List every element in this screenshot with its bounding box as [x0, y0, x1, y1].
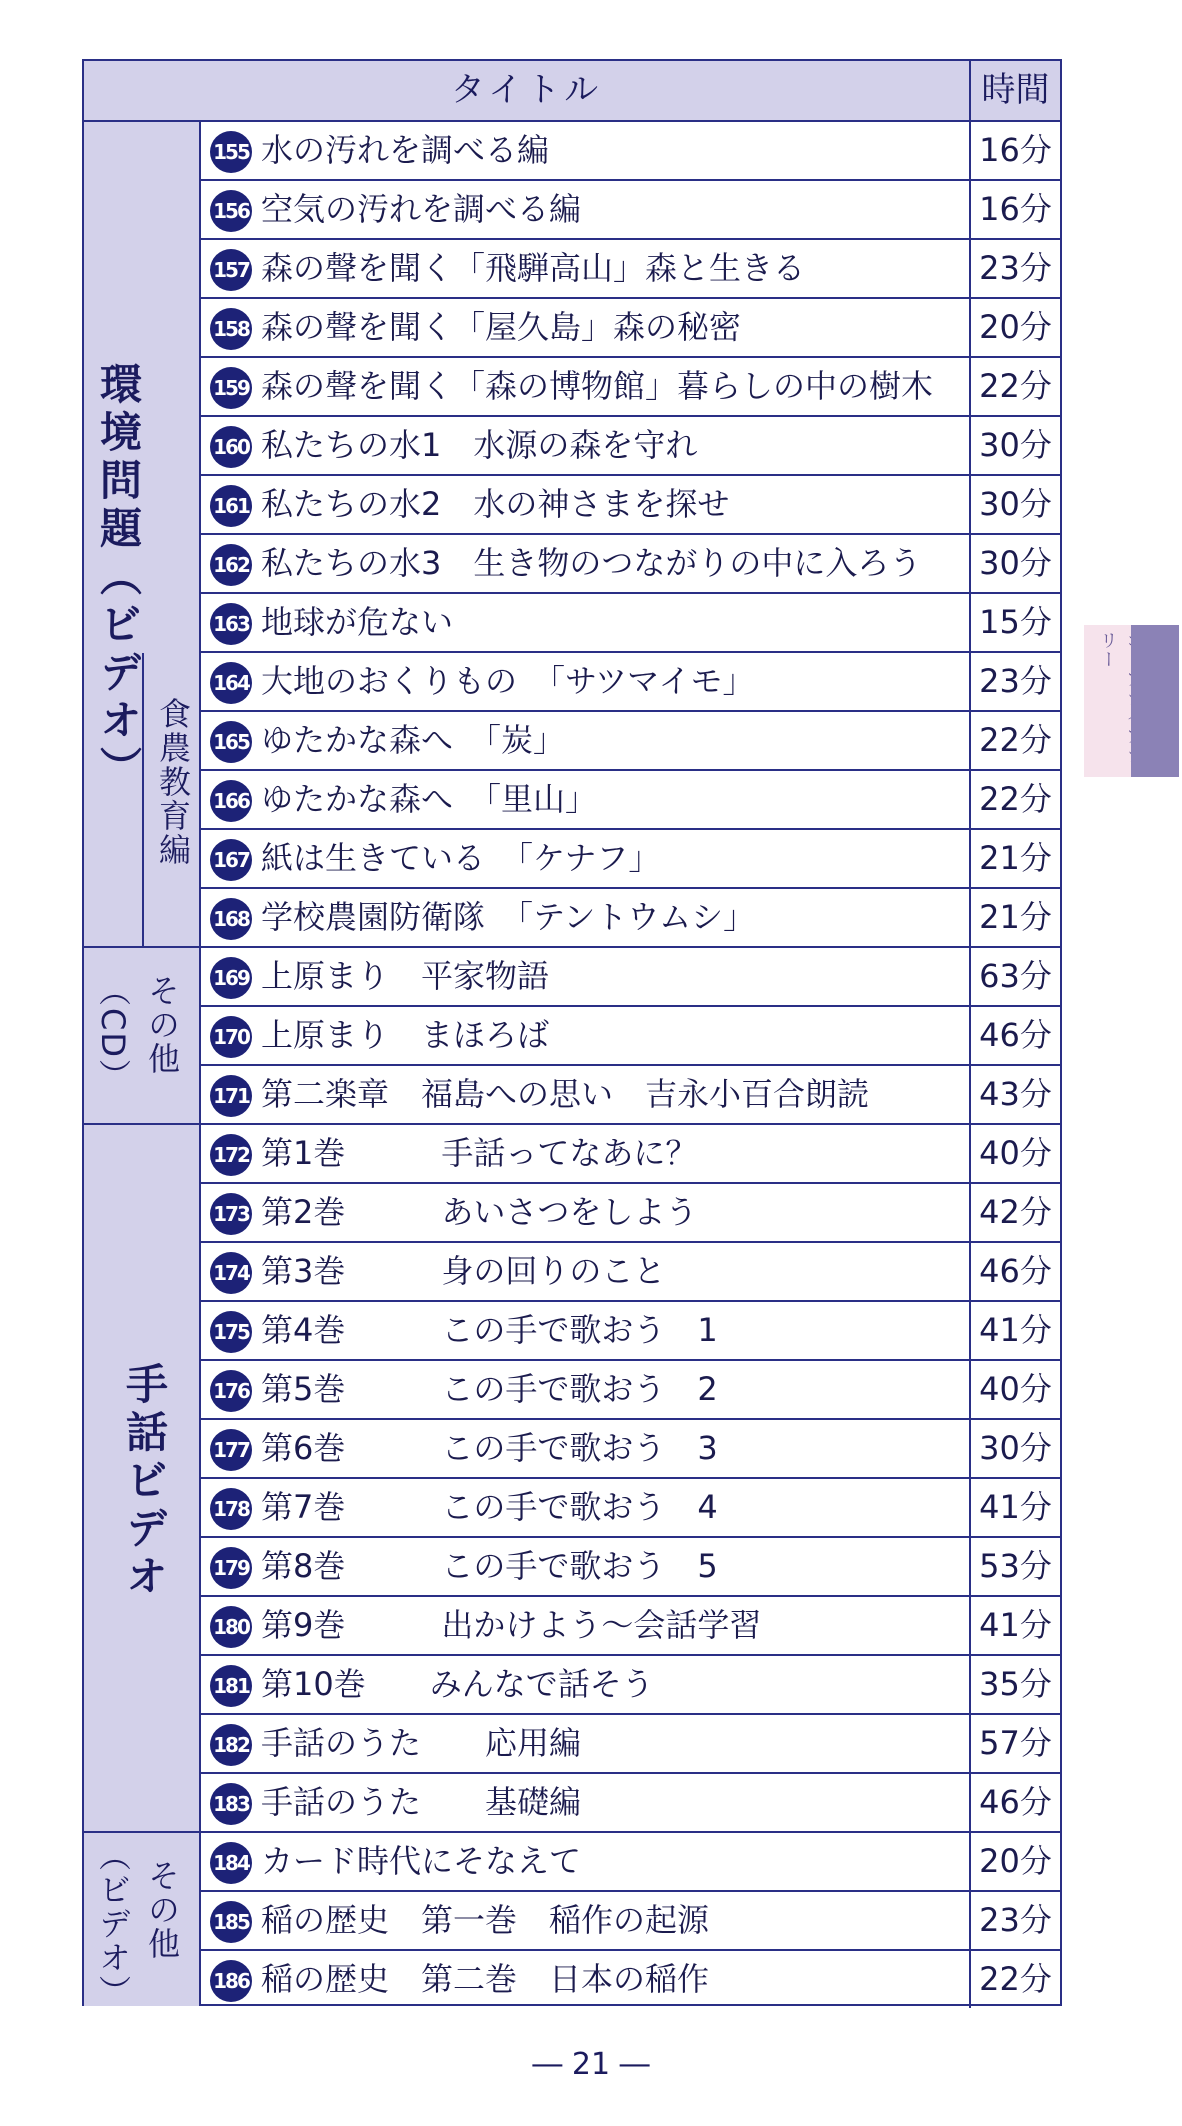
item-number-badge: 183 [210, 1783, 252, 1825]
table-row [201, 1774, 1060, 1833]
item-duration: 22分 [969, 771, 1060, 828]
item-duration: 40分 [969, 1361, 1060, 1418]
table-row [201, 830, 1060, 889]
item-number-badge: 163 [210, 603, 252, 645]
table-row [201, 1597, 1060, 1656]
item-title: 私たちの水1 水源の森を守れ [261, 426, 698, 464]
table-row [201, 181, 1060, 240]
item-number-badge: 172 [210, 1134, 252, 1176]
item-duration: 23分 [969, 240, 1060, 297]
table-row [201, 1125, 1060, 1184]
side-tab-label-box [1084, 625, 1131, 777]
category-label: 環境問題（ビデオ） [94, 362, 143, 794]
table-row [201, 948, 1060, 1007]
table-row [201, 1007, 1060, 1066]
table-row [201, 712, 1060, 771]
item-title: 稲の歴史 第一巻 稲作の起源 [261, 1901, 710, 1939]
item-duration: 23分 [969, 653, 1060, 710]
item-number-badge: 173 [210, 1193, 252, 1235]
category-environment [84, 122, 201, 948]
item-duration: 41分 [969, 1302, 1060, 1359]
item-duration: 30分 [969, 535, 1060, 592]
table-row [201, 417, 1060, 476]
item-duration: 22分 [969, 712, 1060, 769]
table-row [201, 1302, 1060, 1361]
item-duration: 41分 [969, 1479, 1060, 1536]
item-number-badge: 156 [210, 190, 252, 232]
item-duration: 22分 [969, 1951, 1060, 2008]
item-duration: 35分 [969, 1656, 1060, 1713]
item-number-badge: 171 [210, 1075, 252, 1117]
item-title: ゆたかな森へ 「炭」 [261, 721, 566, 759]
side-tab-label: リー [1097, 631, 1118, 669]
item-title: 私たちの水2 水の神さまを探せ [261, 485, 730, 523]
item-duration: 53分 [969, 1538, 1060, 1595]
item-number-badge: 155 [210, 131, 252, 173]
page-number: ― 21 ― [532, 2047, 650, 2082]
item-number-badge: 186 [210, 1960, 252, 2002]
subcategory-label: 食農教育編 [154, 697, 192, 867]
table-row [201, 1538, 1060, 1597]
item-title: 稲の歴史 第二巻 日本の稲作 [261, 1960, 710, 1998]
item-title: 第8巻 この手で歌おう 5 [261, 1547, 718, 1585]
item-title: 第1巻 手話ってなあに？ [261, 1134, 698, 1172]
item-number-badge: 184 [210, 1842, 252, 1884]
item-duration: 22分 [969, 358, 1060, 415]
item-duration: 42分 [969, 1184, 1060, 1241]
category-label: 手話ビデオ [120, 1362, 169, 1602]
item-duration: 63分 [969, 948, 1060, 1005]
header-title: タイトル [450, 70, 603, 110]
item-number-badge: 180 [210, 1606, 252, 1648]
item-duration: 21分 [969, 889, 1060, 946]
table-row [201, 476, 1060, 535]
item-title: 第9巻 出かけよう～会話学習 [261, 1606, 762, 1644]
item-duration: 57分 [969, 1715, 1060, 1772]
item-number-badge: 157 [210, 249, 252, 291]
item-title: 私たちの水3 生き物のつながりの中に入ろう [261, 544, 922, 582]
item-number-badge: 169 [210, 957, 252, 999]
item-title: ゆたかな森へ 「里山」 [261, 780, 598, 818]
item-duration: 46分 [969, 1243, 1060, 1300]
subcategory-shokuno [142, 653, 192, 948]
item-number-badge: 178 [210, 1488, 252, 1530]
item-number-badge: 175 [210, 1311, 252, 1353]
category-other-cd [84, 948, 201, 1125]
item-title: 第10巻 みんなで話そう [261, 1665, 654, 1703]
item-duration: 15分 [969, 594, 1060, 651]
item-duration: 41分 [969, 1597, 1060, 1654]
item-duration: 16分 [969, 122, 1060, 179]
item-number-badge: 174 [210, 1252, 252, 1294]
item-duration: 20分 [969, 299, 1060, 356]
table-row [201, 1656, 1060, 1715]
item-title: 水の汚れを調べる編 [261, 131, 550, 169]
table-row [201, 299, 1060, 358]
table-row [201, 1066, 1060, 1125]
item-number-badge: 182 [210, 1724, 252, 1766]
item-duration: 46分 [969, 1007, 1060, 1064]
item-title: 第5巻 この手で歌おう 2 [261, 1370, 718, 1408]
item-duration: 23分 [969, 1892, 1060, 1949]
item-number-badge: 168 [210, 898, 252, 940]
item-duration: 30分 [969, 476, 1060, 533]
table-row [201, 653, 1060, 712]
item-duration: 21分 [969, 830, 1060, 887]
item-duration: 46分 [969, 1774, 1060, 1831]
table-row [201, 1243, 1060, 1302]
item-title: 第6巻 この手で歌おう 3 [261, 1429, 718, 1467]
item-title: 手話のうた 応用編 [261, 1724, 582, 1762]
item-duration: 40分 [969, 1125, 1060, 1182]
item-number-badge: 179 [210, 1547, 252, 1589]
item-duration: 43分 [969, 1066, 1060, 1123]
item-number-badge: 170 [210, 1016, 252, 1058]
item-number-badge: 165 [210, 721, 252, 763]
item-title: 第4巻 この手で歌おう 1 [261, 1311, 718, 1349]
table-row [201, 1715, 1060, 1774]
item-number-badge: 159 [210, 367, 252, 409]
table-row [201, 1361, 1060, 1420]
table-row [201, 358, 1060, 417]
item-title: 上原まり 平家物語 [261, 957, 550, 995]
table-header [84, 61, 1060, 122]
item-number-badge: 158 [210, 308, 252, 350]
item-title: 第3巻 身の回りのこと [261, 1252, 666, 1290]
table-row [201, 594, 1060, 653]
table-row [201, 1951, 1060, 2010]
table-row [201, 889, 1060, 948]
table-row [201, 122, 1060, 181]
item-duration: 30分 [969, 417, 1060, 474]
table-row [201, 1479, 1060, 1538]
item-number-badge: 177 [210, 1429, 252, 1471]
category-sublabel: （CD） [94, 974, 132, 1093]
item-number-badge: 162 [210, 544, 252, 586]
table-row [201, 535, 1060, 594]
item-title: 第2巻 あいさつをしよう [261, 1193, 698, 1231]
item-title: カード時代にそなえて [261, 1842, 582, 1880]
category-sublabel: （ビデオ） [94, 1839, 132, 2009]
item-title: 空気の汚れを調べる編 [261, 190, 582, 228]
side-tab-marker [1131, 625, 1179, 777]
table-row [201, 1892, 1060, 1951]
table-row [201, 1420, 1060, 1479]
item-title: 森の聲を聞く「飛騨高山」森と生きる [261, 249, 806, 287]
item-title: 地球が危ない [261, 603, 454, 641]
category-label: その他 [143, 1859, 181, 1961]
item-duration: 20分 [969, 1833, 1060, 1890]
item-number-badge: 164 [210, 662, 252, 704]
category-other-video [84, 1833, 201, 2009]
table-row [201, 771, 1060, 830]
item-title: 大地のおくりもの 「サツマイモ」 [261, 662, 755, 700]
table-row [201, 1833, 1060, 1892]
table-row [201, 240, 1060, 299]
video-library-table [82, 59, 1062, 2009]
item-number-badge: 166 [210, 780, 252, 822]
item-number-badge: 167 [210, 839, 252, 881]
item-number-badge: 161 [210, 485, 252, 527]
item-title: 森の聲を聞く「屋久島」森の秘密 [261, 308, 742, 346]
table-row [201, 1184, 1060, 1243]
category-sign-language-video [84, 1125, 201, 1833]
item-number-badge: 185 [210, 1901, 252, 1943]
header-time: 時間 [969, 61, 1060, 120]
item-title: 第7巻 この手で歌おう 4 [261, 1488, 718, 1526]
item-number-badge: 176 [210, 1370, 252, 1412]
item-title: 手話のうた 基礎編 [261, 1783, 582, 1821]
item-title: 第二楽章 福島への思い 吉永小百合朗読 [261, 1075, 870, 1113]
item-title: 森の聲を聞く「森の博物館」暮らしの中の樹木 [261, 367, 934, 405]
item-title: 紙は生きている 「ケナフ」 [261, 839, 661, 877]
item-title: 学校農園防衛隊 「テントウムシ」 [261, 898, 756, 936]
category-label: その他 [143, 974, 181, 1076]
item-title: 上原まり まほろば [261, 1016, 550, 1054]
item-duration: 30分 [969, 1420, 1060, 1477]
item-duration: 16分 [969, 181, 1060, 238]
item-number-badge: 160 [210, 426, 252, 468]
item-number-badge: 181 [210, 1665, 252, 1707]
